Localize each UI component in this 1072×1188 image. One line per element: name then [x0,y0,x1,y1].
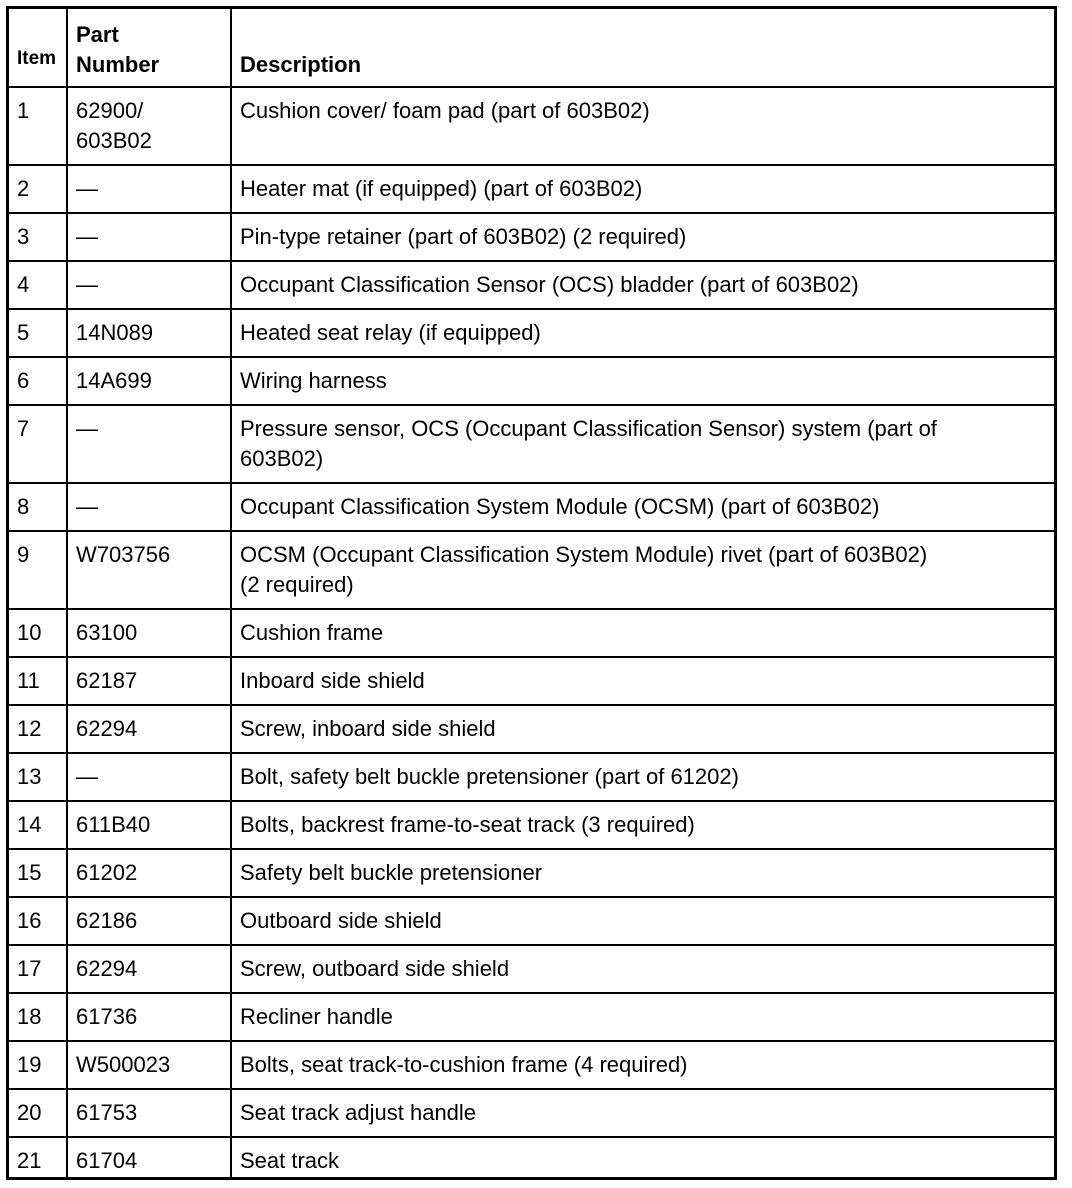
table-row [9,609,1054,657]
description-line: Heated seat relay (if equipped) [240,320,541,345]
parts-table [9,9,1054,1180]
cell-part-number [67,753,231,801]
cell-item: 5 [9,309,67,357]
cell-description [231,1041,1054,1089]
table-row [9,897,1054,945]
part-number-line: 61202 [76,860,138,885]
description-line: Safety belt buckle pretensioner [240,860,543,885]
table-row [9,945,1054,993]
table-header-row [9,9,1054,87]
table-row [9,483,1054,531]
cell-description [231,1137,1054,1180]
part-number-line: 603B02 [76,128,152,153]
table-row [9,165,1054,213]
description-line: Bolts, backrest frame-to-seat track (3 required) [240,812,695,837]
cell-description [231,483,1054,531]
description-line: Screw, outboard side shield [240,956,510,981]
cell-part-number [67,1089,231,1137]
cell-item: 8 [9,483,67,531]
cell-part-number [67,801,231,849]
description-line: Occupant Classification Sensor (OCS) bladder (part of 603B02) [240,272,859,297]
description-line: Occupant Classification System Module (OCSM) (part of 603B02) [240,494,880,519]
description-line: Bolts, seat track-to-cushion frame (4 required) [240,1052,688,1077]
cell-item: 7 [9,405,67,483]
part-number-line: 61736 [76,1004,138,1029]
cell-description [231,849,1054,897]
cell-part-number [67,309,231,357]
table-row [9,993,1054,1041]
part-number-line: 611B40 [76,812,151,837]
description-line: Screw, inboard side shield [240,716,496,741]
table-row [9,801,1054,849]
table-row [9,657,1054,705]
header-part-number-line2: Number [76,52,160,77]
cell-description [231,261,1054,309]
part-number-line: — [76,176,98,201]
header-description: Description [231,9,1054,87]
cell-item: 18 [9,993,67,1041]
part-number-line: 14N089 [76,320,154,345]
cell-description [231,657,1054,705]
table-body [9,87,1054,1180]
table-row [9,531,1054,609]
header-part-number-line1: Part [76,22,119,47]
cell-part-number [67,657,231,705]
cell-item: 21 [9,1137,67,1180]
cell-item: 3 [9,213,67,261]
description-line: Wiring harness [240,368,387,393]
description-line: Bolt, safety belt buckle pretensioner (part of 61202) [240,764,739,789]
part-number-line: — [76,764,98,789]
cell-item: 9 [9,531,67,609]
cell-part-number [67,261,231,309]
header-part-number [67,9,231,87]
cell-item: 12 [9,705,67,753]
cell-item: 6 [9,357,67,405]
description-line: Cushion frame [240,620,384,645]
cell-description [231,87,1054,165]
cell-description [231,165,1054,213]
table-row [9,1137,1054,1180]
cell-part-number [67,705,231,753]
table-row [9,1089,1054,1137]
description-line: Seat track [240,1148,340,1173]
table-row [9,87,1054,165]
description-line: Seat track adjust handle [240,1100,477,1125]
cell-item: 10 [9,609,67,657]
cell-item: 13 [9,753,67,801]
cell-part-number [67,849,231,897]
cell-part-number [67,213,231,261]
cell-item: 15 [9,849,67,897]
part-number-line: — [76,494,98,519]
part-number-line: 62294 [76,956,138,981]
cell-part-number [67,531,231,609]
part-number-line: — [76,224,98,249]
cell-part-number [67,483,231,531]
table-row [9,753,1054,801]
cell-item: 11 [9,657,67,705]
cell-description [231,1089,1054,1137]
description-line: Cushion cover/ foam pad (part of 603B02) [240,98,650,123]
cell-item: 4 [9,261,67,309]
table-row [9,405,1054,483]
description-line: (2 required) [240,572,354,597]
cell-part-number [67,405,231,483]
description-line: Heater mat (if equipped) (part of 603B02) [240,176,643,201]
part-number-line: 62294 [76,716,138,741]
table-row [9,849,1054,897]
part-number-line: 62187 [76,668,138,693]
cell-description [231,609,1054,657]
part-number-line: W703756 [76,542,171,567]
header-item: Item [9,9,67,87]
part-number-line: 61753 [76,1100,138,1125]
cell-part-number [67,945,231,993]
cell-description [231,993,1054,1041]
description-line: Outboard side shield [240,908,442,933]
cell-part-number [67,993,231,1041]
cell-description [231,753,1054,801]
table-row [9,261,1054,309]
part-number-line: 14A699 [76,368,152,393]
part-number-line: — [76,272,98,297]
cell-description [231,309,1054,357]
description-line: Inboard side shield [240,668,425,693]
cell-item: 2 [9,165,67,213]
cell-part-number [67,165,231,213]
part-number-line: — [76,416,98,441]
cell-item: 16 [9,897,67,945]
part-number-line: W500023 [76,1052,171,1077]
cell-description [231,897,1054,945]
cell-description [231,213,1054,261]
description-line: Recliner handle [240,1004,393,1029]
cell-description [231,405,1054,483]
cell-description [231,357,1054,405]
table-row [9,309,1054,357]
part-number-line: 62186 [76,908,138,933]
cell-part-number [67,87,231,165]
cell-description [231,705,1054,753]
cell-part-number [67,1041,231,1089]
part-number-line: 61704 [76,1148,138,1173]
cell-part-number [67,1137,231,1180]
parts-table-frame [6,6,1057,1180]
cell-part-number [67,609,231,657]
cell-description [231,801,1054,849]
description-line: OCSM (Occupant Classification System Module) rivet (part of 603B02) [240,542,928,567]
table-row [9,213,1054,261]
table-row [9,1041,1054,1089]
cell-item: 19 [9,1041,67,1089]
cell-item: 20 [9,1089,67,1137]
cell-item: 1 [9,87,67,165]
description-line: Pin-type retainer (part of 603B02) (2 required) [240,224,687,249]
description-line: 603B02) [240,446,324,471]
table-row [9,357,1054,405]
cell-item: 14 [9,801,67,849]
cell-description [231,945,1054,993]
part-number-line: 62900/ [76,98,144,123]
cell-description [231,531,1054,609]
table-row [9,705,1054,753]
cell-item: 17 [9,945,67,993]
cell-part-number [67,357,231,405]
part-number-line: 63100 [76,620,138,645]
description-line: Pressure sensor, OCS (Occupant Classification Sensor) system (part of [240,416,937,441]
cell-part-number [67,897,231,945]
